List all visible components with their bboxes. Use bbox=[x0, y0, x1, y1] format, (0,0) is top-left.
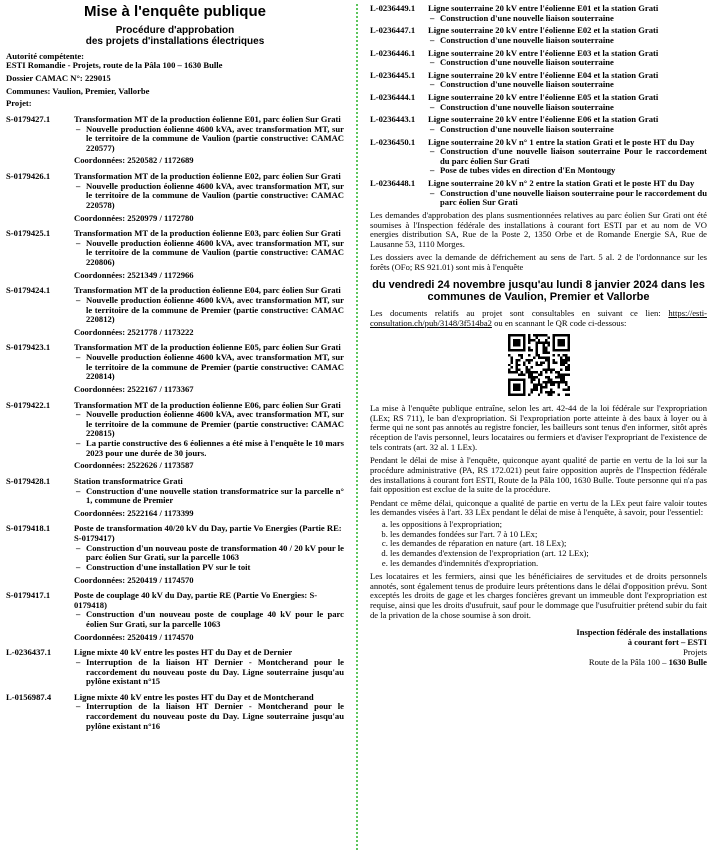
dash-marker: – bbox=[76, 180, 81, 191]
project-item bbox=[428, 189, 707, 208]
project-title: Ligne souterraine 20 kV n° 2 entre la station Grati et le poste HT du Day bbox=[428, 178, 695, 188]
project-item bbox=[428, 166, 707, 176]
project-item bbox=[428, 147, 707, 166]
project-item-text: Construction d'une nouvelle liaison souterraine bbox=[440, 34, 614, 45]
project-body bbox=[74, 401, 344, 471]
project-item-text: Nouvelle production éolienne 4600 kVA, avec transformation MT, sur le territoire de la commune de Premier (partie constructive: CAMAC 220815) bbox=[86, 409, 344, 439]
project-body bbox=[74, 229, 344, 280]
project-title: Transformation MT de la production éolienne E03, parc éolien Sur Grati bbox=[74, 228, 341, 239]
project-id: S-0179422.1 bbox=[6, 399, 51, 410]
project-id: L-0236449.1 bbox=[370, 3, 416, 13]
meta-block bbox=[6, 52, 344, 109]
project-body bbox=[74, 693, 344, 732]
project-title: Ligne mixte 40 kV entre les postes HT du Day et de Montcherand bbox=[74, 691, 314, 702]
project-body bbox=[428, 26, 707, 45]
project-entry bbox=[6, 648, 344, 687]
project-body bbox=[428, 115, 707, 134]
signature-city: 1630 Bulle bbox=[668, 656, 707, 667]
project-title: Ligne souterraine 20 kV entre l'éolienne E05 et la station Grati bbox=[428, 92, 659, 102]
project-entry bbox=[6, 229, 344, 280]
project-id: L-0236437.1 bbox=[6, 647, 52, 658]
project-item-text: Nouvelle production éolienne 4600 kVA, avec transformation MT, sur le territoire de la commune de Vaulion (partie constructive: CAMAC 220577) bbox=[86, 123, 344, 153]
right-project-list bbox=[370, 4, 707, 208]
consultation-text: Les documents relatifs au projet sont consultables en suivant ce lien: bbox=[370, 307, 669, 318]
project-id: L-0236443.1 bbox=[370, 114, 416, 125]
dash-marker: – bbox=[430, 12, 435, 23]
project-body bbox=[74, 477, 344, 519]
left-column bbox=[6, 0, 344, 731]
project-id: S-0179428.1 bbox=[6, 475, 51, 486]
project-entry bbox=[370, 49, 707, 68]
project-id: S-0179417.1 bbox=[6, 590, 51, 601]
project-body bbox=[428, 93, 707, 112]
dash-marker: – bbox=[430, 34, 435, 45]
authority-label: Autorité compétente: bbox=[6, 50, 85, 61]
project-item-text: Construction d'une nouvelle liaison souterraine Pour le raccordement du parc éolien Sur Grati bbox=[440, 146, 707, 166]
project-item bbox=[428, 14, 707, 24]
list-item: e. les demandes d'indemnités d'expropriation. bbox=[390, 559, 707, 569]
project-coordinates: Coordonnées: 2520419 / 1174570 bbox=[74, 574, 194, 585]
project-item-text: Construction d'une nouvelle liaison souterraine bbox=[440, 79, 614, 90]
project-title: Ligne souterraine 20 kV n° 1 entre la station Grati et le poste HT du Day bbox=[428, 136, 695, 147]
column-divider bbox=[356, 4, 358, 850]
signature-block bbox=[370, 628, 707, 668]
project-entry bbox=[6, 172, 344, 223]
project-item bbox=[428, 58, 707, 68]
project-entry bbox=[370, 138, 707, 177]
project-entry bbox=[6, 343, 344, 394]
project-item-text: Pose de tubes vides en direction d'En Montougy bbox=[440, 165, 616, 176]
project-body bbox=[428, 49, 707, 68]
demands-list bbox=[370, 520, 707, 568]
project-item bbox=[74, 658, 344, 687]
project-item bbox=[74, 702, 344, 731]
project-title: Ligne souterraine 20 kV entre l'éolienne E04 et la station Grati bbox=[428, 69, 659, 80]
paragraph-applicants: Les demandes d'approbation des plans susmentionnées relatives au parc éolien Sur Grati ont été soumises à l'Inspection fédérale des installations à courant fort ESTI par et au nom de VO energies distribution SA, Rue de la Poste 2, 1350 Orbe et de Romande Energie SA, Rue de Lausanne 53, 1110 Morges. bbox=[370, 209, 707, 249]
left-project-list bbox=[6, 115, 344, 731]
project-body bbox=[74, 524, 344, 585]
project-coordinates: Coordonnées: 2520582 / 1172689 bbox=[74, 155, 194, 166]
project-body bbox=[428, 179, 707, 208]
project-item bbox=[74, 125, 344, 154]
project-title: Ligne souterraine 20 kV entre l'éolienne E01 et la station Grati bbox=[428, 3, 659, 13]
project-item bbox=[428, 80, 707, 90]
project-title: Poste de transformation 40/20 kV du Day, partie Vo Energies (Partie RE: S-0179417) bbox=[74, 523, 342, 544]
project-id: L-0236447.1 bbox=[370, 25, 416, 36]
project-item bbox=[74, 410, 344, 439]
project-item bbox=[74, 563, 344, 573]
projet-label: Projet: bbox=[6, 98, 32, 109]
dossier-number: Dossier CAMAC N°: 229015 bbox=[6, 73, 111, 84]
project-item-text: Interruption de la liaison HT Dernier - Montcherand pour le raccordement du nouveau poste du Day. Ligne souterraine jusqu'au pylône existant n°15 bbox=[86, 656, 344, 687]
project-coordinates: Coordonnées: 2521349 / 1172966 bbox=[74, 269, 194, 280]
project-id: S-0179423.1 bbox=[6, 342, 51, 353]
project-title: Ligne souterraine 20 kV entre l'éolienne E06 et la station Grati bbox=[428, 114, 659, 125]
list-item: b. les demandes fondées sur l'art. 7 à 10 LEx; bbox=[390, 530, 707, 540]
signature-line-1: Inspection fédérale des installations bbox=[576, 627, 707, 638]
project-title: Transformation MT de la production éolienne E04, parc éolien Sur Grati bbox=[74, 285, 341, 296]
project-id: S-0179424.1 bbox=[6, 285, 51, 296]
dash-marker: – bbox=[76, 485, 81, 496]
signature-line-3: Projets bbox=[683, 647, 707, 658]
project-id: L-0236450.1 bbox=[370, 136, 416, 147]
project-item-text: Construction d'une nouvelle liaison souterraine bbox=[440, 123, 614, 134]
project-item-text: Construction d'une nouvelle liaison souterraine bbox=[440, 57, 614, 68]
project-title: Station transformatrice Grati bbox=[74, 475, 183, 486]
project-id: L-0156987.4 bbox=[6, 691, 52, 702]
dash-marker: – bbox=[76, 409, 81, 420]
project-item bbox=[74, 487, 344, 506]
project-item bbox=[74, 439, 344, 458]
project-id: L-0236444.1 bbox=[370, 92, 416, 102]
project-body bbox=[74, 591, 344, 642]
paragraph-expropriation: La mise à l'enquête publique entraîne, selon les art. 42-44 de la loi fédérale sur l'expropriation (LEx; RS 711), le ban d'expropriation. Si l'expropriation porte atteinte à des baux à loyer ou à ferme qui ne sont pas annotés au registre foncier, les bailleurs sont tenus d'en informer, sitôt après réception de l'avis personnel, leurs locataires ou fermiers et d'aviser l'expropriant de l'existence de tels contrats (art. 32 al. 1 LEx). bbox=[370, 403, 707, 452]
project-coordinates: Coordonnées: 2522626 / 1173587 bbox=[74, 460, 194, 471]
project-item-text: Interruption de la liaison HT Dernier - Montcherand pour le raccordement du nouveau poste du Day. Ligne souterraine jusqu'au pylône existant n°16 bbox=[86, 701, 344, 731]
consultation-link[interactable]: https://esti-consultation.ch/pub/3148/3f514ba2 bbox=[370, 307, 707, 328]
project-body bbox=[74, 343, 344, 394]
dash-marker: – bbox=[76, 656, 81, 667]
project-title: Transformation MT de la production éolienne E02, parc éolien Sur Grati bbox=[74, 171, 341, 182]
project-item bbox=[74, 239, 344, 268]
project-title: Transformation MT de la production éolienne E01, parc éolien Sur Grati bbox=[74, 113, 341, 124]
right-column bbox=[370, 0, 707, 668]
dash-marker: – bbox=[76, 352, 81, 363]
project-body bbox=[74, 172, 344, 223]
subtitle-line-2: des projets d'installations électriques bbox=[85, 36, 265, 48]
project-entry bbox=[370, 4, 707, 23]
project-item-text: Construction d'un nouveau poste de transformation 40 / 20 kV pour le parc éolien Sur Grati, sur la parcelle 1063 bbox=[86, 542, 344, 563]
dash-marker: – bbox=[76, 542, 81, 553]
project-item-text: Nouvelle production éolienne 4600 kVA, avec transformation MT, sur le territoire de la commune de Vaulion (partie constructive: CAMAC 220578) bbox=[86, 180, 344, 210]
dash-marker: – bbox=[76, 237, 81, 248]
project-item bbox=[428, 125, 707, 135]
project-title: Transformation MT de la production éolienne E05, parc éolien Sur Grati bbox=[74, 342, 341, 353]
dash-marker: – bbox=[76, 123, 81, 134]
dash-marker: – bbox=[430, 123, 435, 134]
list-item: c. les demandes de réparation en nature (art. 18 LEx); bbox=[390, 539, 707, 549]
project-coordinates: Coordonnées: 2520979 / 1172780 bbox=[74, 212, 194, 223]
project-entry bbox=[370, 71, 707, 90]
project-item-text: La partie constructive des 6 éoliennes a été mise à l'enquête le 10 mars 2023 pour une durée de 30 jours. bbox=[86, 438, 344, 458]
project-title: Transformation MT de la production éolienne E06, parc éolien Sur Grati bbox=[74, 399, 341, 410]
qr-code-icon[interactable] bbox=[508, 334, 570, 396]
project-body bbox=[74, 115, 344, 166]
dash-marker: – bbox=[430, 165, 435, 176]
subtitle-line-1: Procédure d'approbation bbox=[115, 24, 235, 36]
dash-marker: – bbox=[76, 609, 81, 620]
project-id: L-0236448.1 bbox=[370, 178, 416, 188]
dash-marker: – bbox=[76, 438, 81, 449]
paragraph-dossiers: Les dossiers avec la demande de défrichement au sens de l'art. 5 al. 2 de l'ordonnance sur les forêts (OFo; RS 921.01) sont mis à l'enquête bbox=[370, 252, 707, 272]
dash-marker: – bbox=[430, 101, 435, 112]
project-item-text: Nouvelle production éolienne 4600 kVA, avec transformation MT, sur le territoire de la commune de Premier (partie constructive: CAMAC 220812) bbox=[86, 294, 344, 325]
signature-line-4 bbox=[370, 658, 707, 668]
project-item-text: Nouvelle production éolienne 4600 kVA, avec transformation MT, sur le territoire de la commune de Premier (partie constructive: CAMAC 220814) bbox=[86, 352, 344, 382]
project-coordinates: Coordonnées: 2522167 / 1173367 bbox=[74, 383, 194, 394]
project-entry bbox=[6, 524, 344, 585]
page-title: Mise à l'enquête publique bbox=[84, 3, 266, 20]
project-item-text: Construction d'une nouvelle station transformatrice sur la parcelle n° 1, commune de Premier bbox=[86, 485, 344, 506]
dash-marker: – bbox=[430, 146, 435, 157]
project-item bbox=[428, 36, 707, 46]
project-entry bbox=[6, 591, 344, 642]
project-id: L-0236445.1 bbox=[370, 69, 416, 80]
list-item: d. les demandes d'extension de l'expropriation (art. 12 LEx); bbox=[390, 549, 707, 559]
project-item bbox=[428, 103, 707, 113]
project-item bbox=[74, 296, 344, 325]
signature-address: Route de la Pâla 100 – bbox=[588, 656, 669, 667]
authority bbox=[6, 52, 344, 71]
project-id: S-0179425.1 bbox=[6, 228, 51, 239]
project-coordinates: Coordonnées: 2520419 / 1174570 bbox=[74, 631, 194, 642]
project-entry bbox=[6, 693, 344, 732]
project-item-text: Construction d'une nouvelle liaison souterraine bbox=[440, 12, 614, 23]
dash-marker: – bbox=[76, 701, 81, 712]
project-item-text: Nouvelle production éolienne 4600 kVA, avec transformation MT, sur le territoire de la commune de Vaulion (partie constructive: CAMAC 220806) bbox=[86, 237, 344, 268]
project-entry bbox=[370, 115, 707, 134]
dates-heading: du vendredi 24 novembre jusqu'au lundi 8 janvier 2024 dans les communes de Vaulion, Premier et Vallorbe bbox=[372, 278, 705, 304]
project-id: S-0179418.1 bbox=[6, 523, 51, 534]
dash-marker: – bbox=[76, 294, 81, 305]
project-item bbox=[74, 353, 344, 382]
paragraph-tenants: Les locataires et les fermiers, ainsi que les bénéficiaires de servitudes et de droits personnels annotés, sont également tenus de produire leurs prétentions dans le délai d'opposition prévu. Sont exceptés les droits de gage et les charges foncières grevant un immeuble dont l'expropriation est requise, ainsi que les droits d'usufruit, sauf pour le dommage que l'usufruitier prétend subir du fait de la privation de la chose soumise à son droit. bbox=[370, 571, 707, 620]
project-entry bbox=[370, 179, 707, 208]
project-coordinates: Coordonnées: 2521778 / 1173222 bbox=[74, 326, 194, 337]
project-entry bbox=[6, 286, 344, 337]
project-title: Poste de couplage 40 kV du Day, partie RE (Partie Vo Energies: S-0179418) bbox=[74, 590, 318, 610]
project-item bbox=[74, 610, 344, 629]
project-body bbox=[428, 71, 707, 90]
project-item-text: Construction d'une nouvelle liaison souterraine pour le raccordement du parc éolien Sur Grati bbox=[440, 187, 707, 208]
project-entry bbox=[6, 401, 344, 471]
consultation-text-end: ou en scannant le QR code ci-dessous: bbox=[491, 317, 627, 328]
project-item-text: Construction d'une nouvelle liaison souterraine bbox=[440, 101, 614, 112]
project-body bbox=[74, 648, 344, 687]
project-item bbox=[74, 182, 344, 211]
signature-line-2: à courant fort – ESTI bbox=[627, 637, 707, 648]
project-coordinates: Coordonnées: 2522164 / 1173399 bbox=[74, 507, 194, 518]
project-title: Ligne souterraine 20 kV entre l'éolienne E03 et la station Grati bbox=[428, 47, 659, 58]
dash-marker: – bbox=[430, 79, 435, 90]
project-entry bbox=[370, 93, 707, 112]
project-title: Ligne mixte 40 kV entre les postes HT du Day et de Dernier bbox=[74, 647, 293, 658]
dash-marker: – bbox=[430, 57, 435, 68]
project-entry bbox=[370, 26, 707, 45]
project-title: Ligne souterraine 20 kV entre l'éolienne E02 et la station Grati bbox=[428, 25, 659, 36]
project-id: S-0179427.1 bbox=[6, 113, 51, 124]
project-entry bbox=[6, 115, 344, 166]
dash-marker: – bbox=[430, 187, 435, 198]
project-entry bbox=[6, 477, 344, 519]
communes: Communes: Vaulion, Premier, Vallorbe bbox=[6, 85, 150, 96]
project-id: S-0179426.1 bbox=[6, 171, 51, 182]
dash-marker: – bbox=[76, 561, 81, 572]
project-body bbox=[428, 4, 707, 23]
project-body bbox=[74, 286, 344, 337]
list-item: a. les oppositions à l'expropriation; bbox=[390, 520, 707, 530]
paragraph-lex: Pendant ce même délai, quiconque a qualité de partie en vertu de la LEx peut faire valoir toutes les demandes visées à l'art. 33 LEx pendant le délai de mise à l'enquête, à savoir, pour l'essentiel: bbox=[370, 497, 707, 518]
project-item-text: Construction d'un nouveau poste de couplage 40 kV pour le parc éolien Sur Grati, sur la parcelle 1063 bbox=[86, 609, 344, 630]
paragraph-opposition: Pendant le délai de mise à l'enquête, quiconque ayant qualité de partie en vertu de la loi sur la procédure administrative (PA, RS 172.021) peut faire opposition auprès de l'Inspection fédérale des installations à courant fort ESTI, Route de la Pâla 100, 1630 Bulle. Toute personne qui n'a pas fait opposition est exclue de la suite de la procédure. bbox=[370, 455, 707, 495]
authority-value: ESTI Romandie - Projets, route de la Pâla 100 – 1630 Bulle bbox=[6, 60, 223, 71]
project-id: L-0236446.1 bbox=[370, 47, 416, 58]
project-body bbox=[428, 138, 707, 177]
paragraph-consultation bbox=[370, 309, 707, 328]
page-subtitle bbox=[6, 25, 344, 48]
project-item bbox=[74, 544, 344, 563]
project-item-text: Construction d'une installation PV sur le toit bbox=[86, 561, 251, 572]
